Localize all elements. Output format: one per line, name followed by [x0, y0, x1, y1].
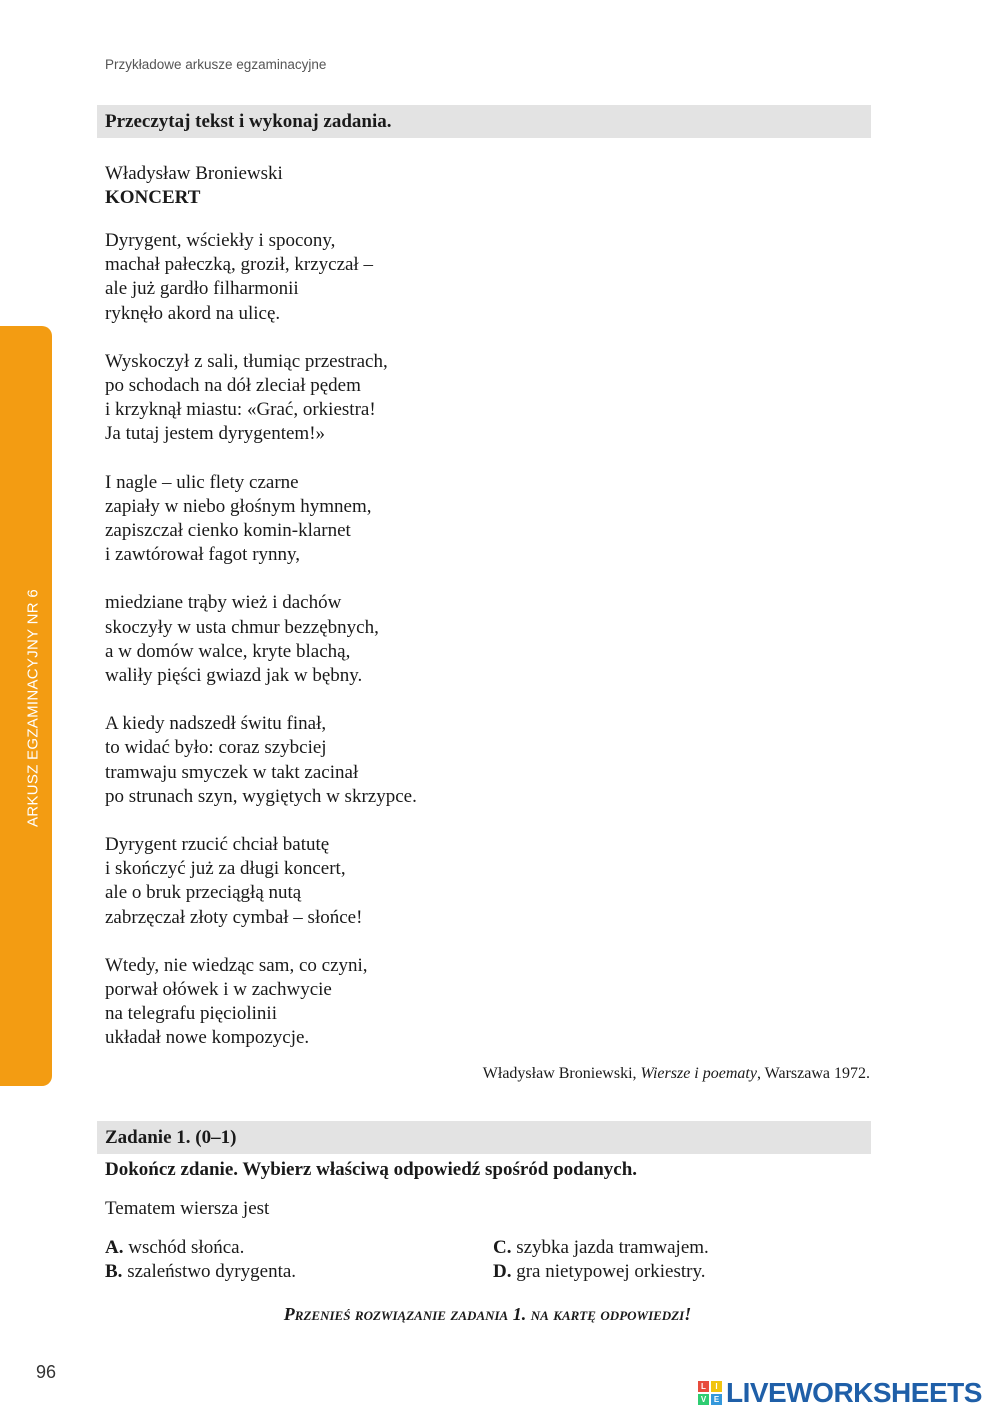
logo-letter: L	[698, 1381, 709, 1392]
logo-icon	[698, 1381, 722, 1405]
poem-line: waliły pięści gwiazd jak w bębny.	[105, 665, 363, 687]
source-author: Władysław Broniewski,	[482, 1065, 637, 1082]
side-tab-label: ARKUSZ EGZAMINACYJNY NR 6	[24, 588, 42, 828]
logo-letter: E	[711, 1394, 722, 1405]
stanza	[105, 471, 417, 568]
option-letter: A.	[105, 1237, 124, 1258]
poem-line: i skończyć już za długi koncert,	[105, 858, 346, 880]
stanza	[105, 229, 417, 326]
poem-line: skoczyły w usta chmur bezzębnych,	[105, 616, 379, 638]
poem-line: ale już gardło filharmonii	[105, 278, 299, 300]
poem-line: i krzyknął miastu: «Grać, orkiestra!	[105, 399, 376, 421]
poem-line: machał pałeczką, groził, krzyczał –	[105, 254, 373, 276]
option-b[interactable]	[105, 1261, 296, 1283]
poem-line: Dyrygent, wściekły i spocony,	[105, 230, 336, 251]
poem-line: tramwaju smyczek w takt zacinał	[105, 761, 359, 783]
poem-line: na telegrafu pięciolinii	[105, 1003, 277, 1025]
option-text: szybka jazda tramwajem.	[511, 1237, 709, 1258]
task-stem: Tematem wiersza jest	[105, 1198, 270, 1219]
transfer-note: Przenieś rozwiązanie zadania 1. na kartę odpowiedzi!	[283, 1304, 692, 1324]
poem-line: zapiały w niebo głośnym hymnem,	[105, 495, 372, 517]
option-text: szaleństwo dyrygenta.	[122, 1261, 297, 1282]
poem-title: KONCERT	[105, 187, 201, 208]
poem-line: porwał ołówek i w zachwycie	[105, 979, 332, 1001]
option-a[interactable]	[105, 1237, 244, 1259]
poem-line: zabrzęczał złoty cymbał – słońce!	[105, 906, 363, 928]
poem-line: to widać było: coraz szybciej	[105, 737, 327, 759]
poem-line: Dyrygent rzucić chciał batutę	[105, 834, 330, 856]
stanza	[105, 712, 417, 809]
stanza	[105, 954, 417, 1051]
logo-text: LIVEWORKSHEETS	[726, 1377, 982, 1408]
option-c[interactable]	[493, 1237, 709, 1259]
poem-line: I nagle – ulic flety czarne	[105, 471, 299, 493]
task-header: Zadanie 1. (0–1)	[97, 1121, 871, 1154]
stanza	[105, 350, 417, 447]
section-bar: Przeczytaj tekst i wykonaj zadania.	[97, 105, 871, 138]
poem-line: a w domów walce, kryte blachą,	[105, 640, 351, 662]
logo-letter: V	[698, 1394, 709, 1405]
poem-line: ryknęło akord na ulicę.	[105, 302, 281, 324]
option-letter: C.	[493, 1237, 512, 1258]
poem-line: po strunach szyn, wygiętych w skrzypce.	[105, 785, 417, 807]
page-number: 96	[36, 1362, 57, 1382]
poem-body	[105, 229, 417, 1075]
poem-source	[483, 1065, 870, 1083]
source-book: Wiersze i poematy	[640, 1065, 757, 1082]
poem-line: zapiszczał cienko komin-klarnet	[105, 520, 351, 542]
option-d[interactable]	[493, 1261, 705, 1283]
poem-line: i zawtórował fagot rynny,	[105, 544, 301, 566]
stanza	[105, 833, 417, 930]
poem-line: Wtedy, nie wiedząc sam, co czyni,	[105, 954, 368, 976]
poem-line: układał nowe kompozycje.	[105, 1027, 310, 1049]
option-letter: B.	[105, 1261, 123, 1282]
poem-line: po schodach na dół zleciał pędem	[105, 375, 361, 397]
task-instruction: Dokończ zdanie. Wybierz właściwą odpowiedź spośród podanych.	[105, 1159, 638, 1180]
logo-letter: I	[711, 1381, 722, 1392]
stanza	[105, 591, 417, 688]
poem-author: Władysław Broniewski	[105, 163, 283, 184]
page-header: Przykładowe arkusze egzaminacyjne	[105, 57, 327, 72]
poem-line: Ja tutaj jestem dyrygentem!»	[105, 423, 326, 445]
option-letter: D.	[493, 1261, 512, 1282]
option-text: gra nietypowej orkiestry.	[511, 1261, 706, 1282]
option-text: wschód słońca.	[123, 1237, 245, 1258]
poem-line: Wyskoczył z sali, tłumiąc przestrach,	[105, 350, 388, 372]
liveworksheets-logo[interactable]	[698, 1376, 982, 1410]
poem-line: ale o bruk przeciągłą nutą	[105, 882, 302, 904]
poem-line: miedziane trąby wież i dachów	[105, 592, 342, 614]
poem-line: A kiedy nadszedł świtu finał,	[105, 713, 327, 735]
source-place-year: , Warszawa 1972.	[756, 1065, 870, 1082]
